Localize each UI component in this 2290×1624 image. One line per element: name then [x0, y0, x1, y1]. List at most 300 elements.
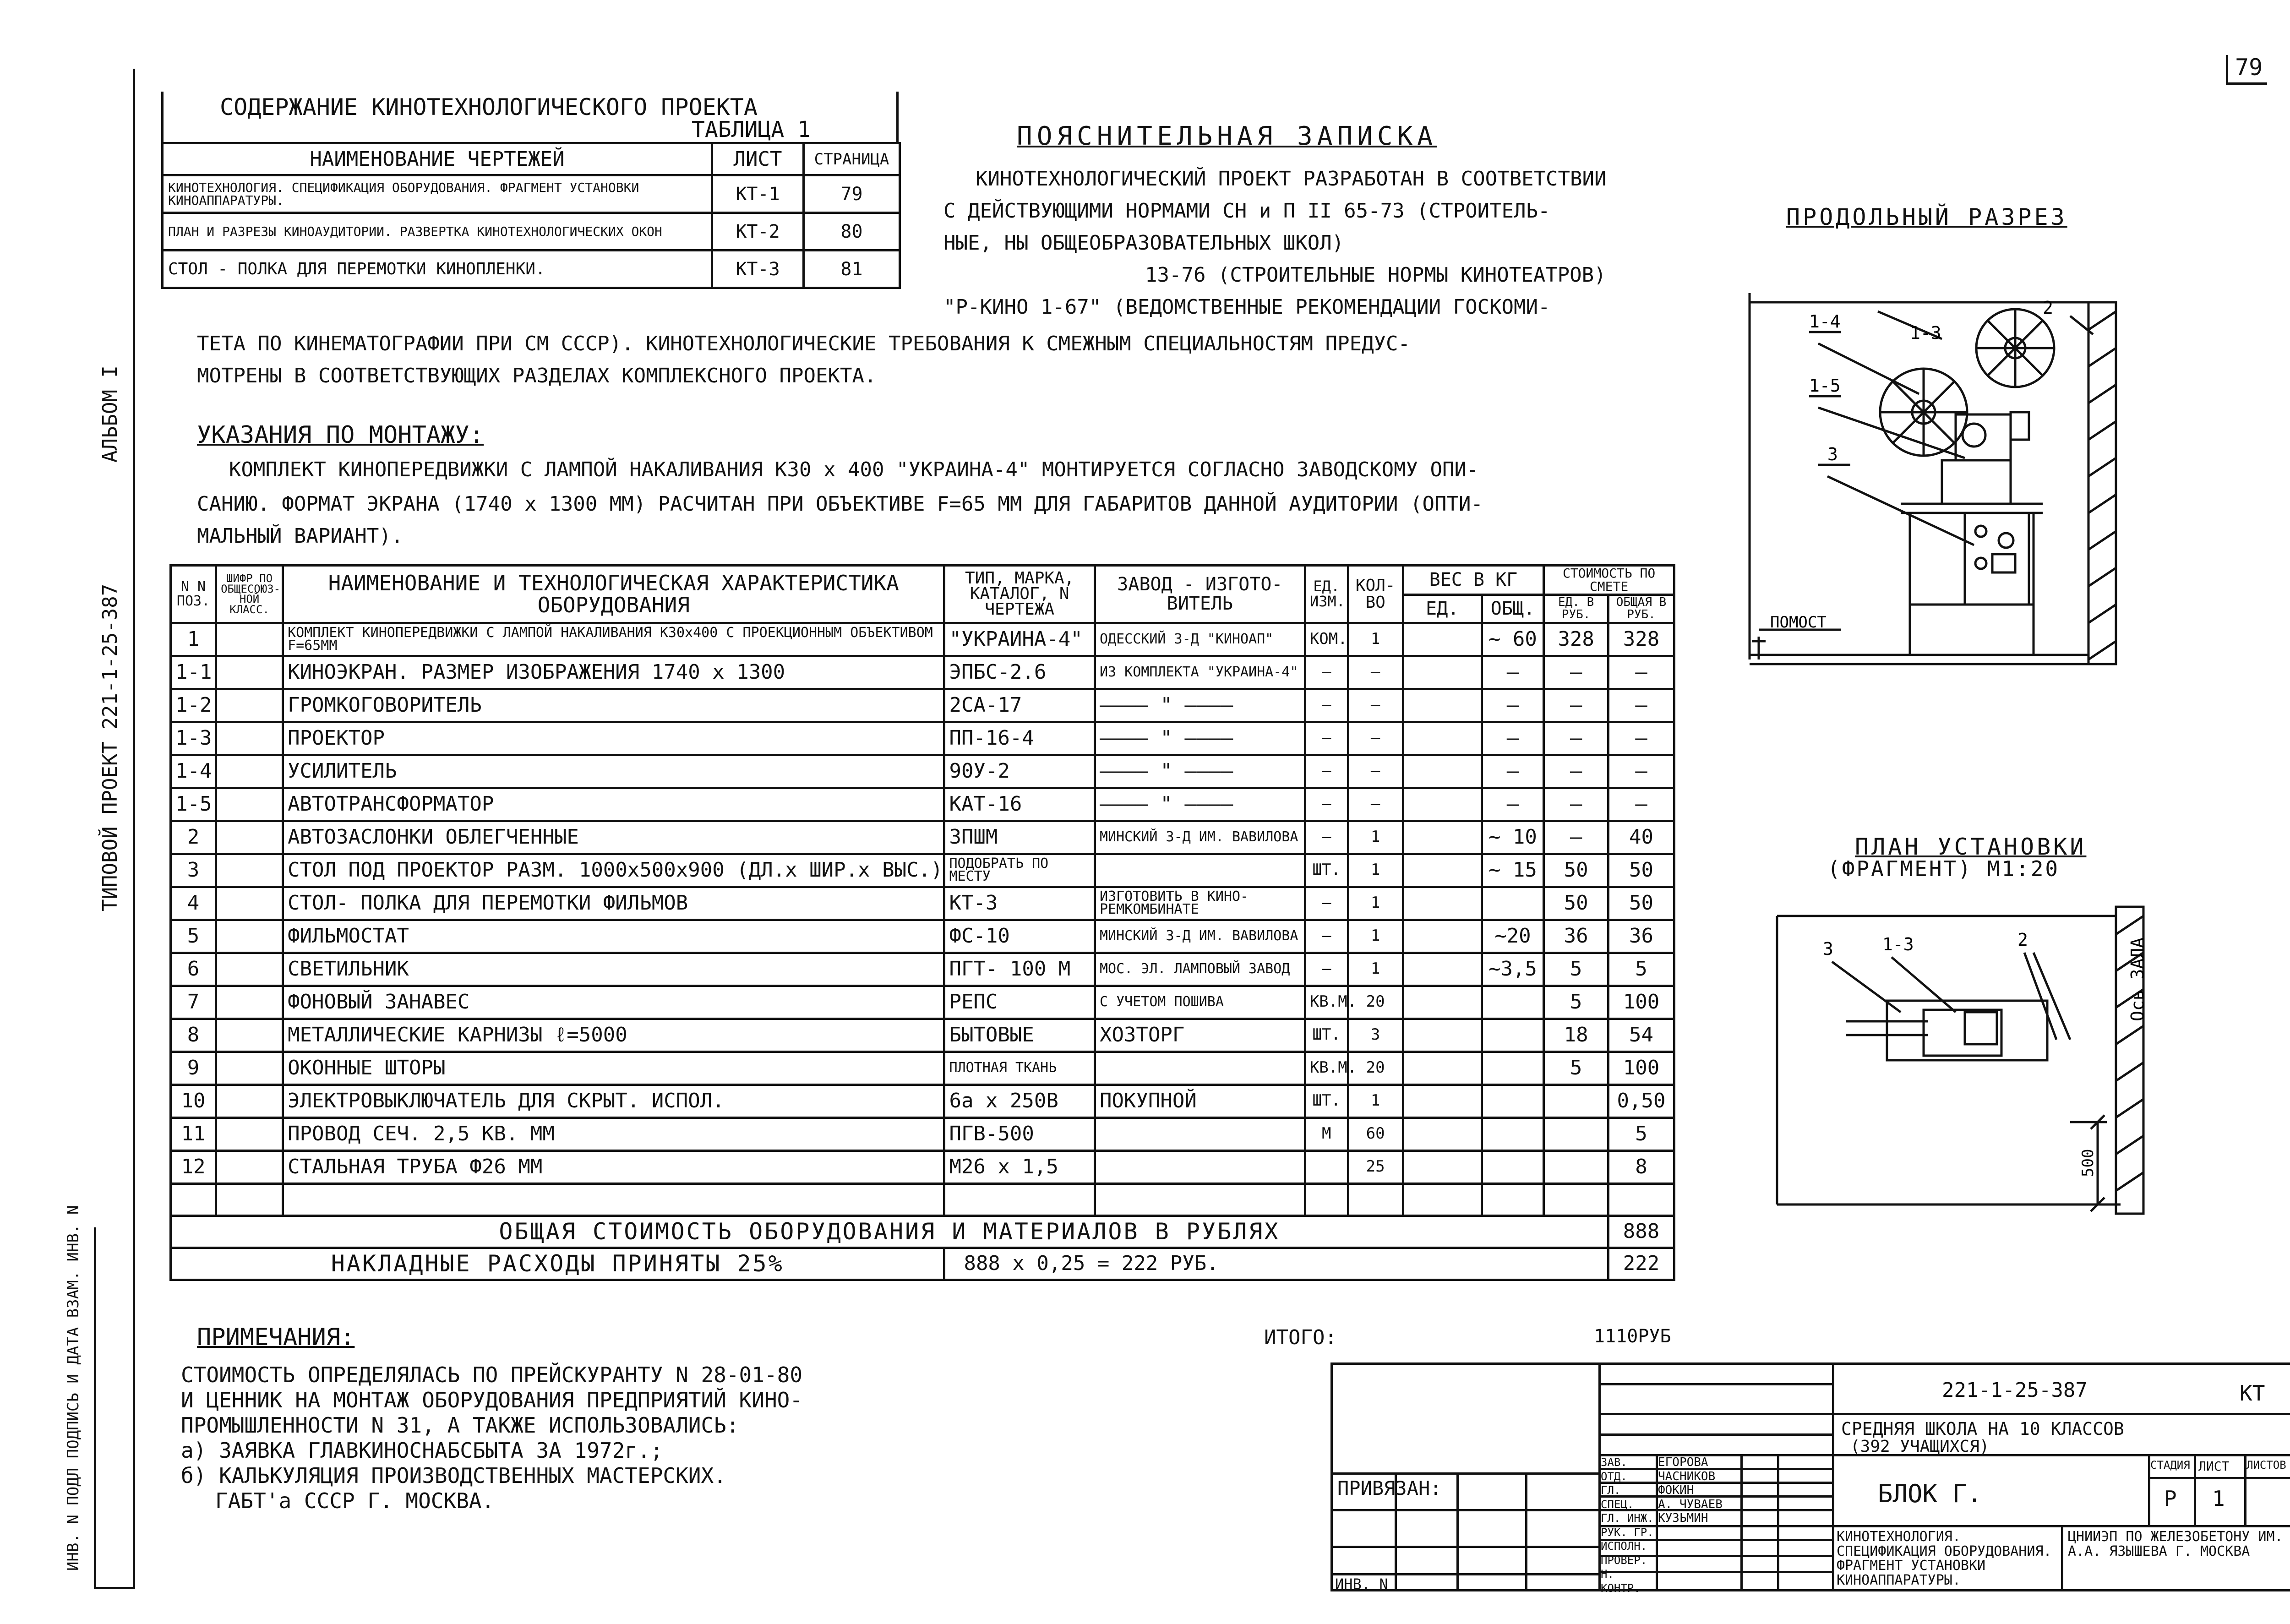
note-line: 13-76 (СТРОИТЕЛЬНЫЕ НОРМЫ КИНОТЕАТРОВ) [1145, 263, 1606, 287]
contents-row-sheet: КТ-3 [712, 251, 804, 288]
spec-cell-cost-total: 8 [1608, 1150, 1674, 1183]
spec-cell-maker: ПОКУПНОЙ [1095, 1084, 1305, 1117]
plan-label-1-3: 1-3 [1882, 934, 1914, 954]
spec-cell-maker [1095, 1117, 1305, 1150]
spec-cell-weight-total: — [1482, 755, 1544, 788]
tb-code: 221-1-25-387 [1942, 1379, 2088, 1402]
spec-cell-weight-total: — [1482, 656, 1544, 689]
mounting-line: МАЛЬНЫЙ ВАРИАНТ). [197, 524, 403, 548]
spec-cell-code [216, 1084, 283, 1117]
mounting-line: КОМПЛЕКТ КИНОПЕРЕДВИЖКИ С ЛАМПОЙ НАКАЛИВАНИЯ К30 х 400 "УКРАИНА-4" МОНТИРУЕТСЯ СОГЛАСНО ЗАВОДСКОМУ ОПИ- [229, 458, 1479, 481]
spec-itogo-value: 1110РУБ [1594, 1326, 1671, 1347]
spec-cell-name: КИНОЭКРАН. РАЗМЕР ИЗОБРАЖЕНИЯ 1740 х 1300 [283, 656, 944, 689]
spec-cell-code [216, 722, 283, 755]
label-1-4: 1-4 [1809, 311, 1841, 332]
axis-label: Ось ЗАЛА [2127, 937, 2148, 1021]
remarks-line: ГАБТ'а СССР Г. МОСКВА. [215, 1488, 495, 1513]
spec-cell-maker: ———— " ———— [1095, 788, 1305, 821]
spec-cell-cost-total: — [1608, 788, 1674, 821]
contents-row-name: ПЛАН И РАЗРЕЗЫ КИНОАУДИТОРИИ. РАЗВЕРТКА КИНОТЕХНОЛОГИЧЕСКИХ ОКОН [163, 213, 712, 251]
plan-subtitle: (ФРАГМЕНТ) М1:20 [1827, 856, 2060, 881]
spec-cell-maker: С УЧЕТОМ ПОШИВА [1095, 986, 1305, 1019]
spec-cell-maker: ———— " ———— [1095, 689, 1305, 722]
spec-cell-qty: 20 [1348, 986, 1403, 1019]
spec-cell-cost-total: 50 [1608, 887, 1674, 920]
tb-description: КИНОТЕХНОЛОГИЯ. СПЕЦИФИКАЦИЯ ОБОРУДОВАНИЯ. ФРАГМЕНТ УСТАНОВКИ КИНОАППАРАТУРЫ. [1837, 1529, 2052, 1588]
spec-cell-type: ПГТ- 100 М [944, 953, 1095, 986]
spec-row [171, 1150, 1674, 1183]
spec-cell-cost-unit: 50 [1544, 887, 1608, 920]
spec-cell-cost-unit: 328 [1544, 623, 1608, 656]
spec-cell-unit: ШТ. [1305, 854, 1348, 887]
spec-cell-weight-total: — [1482, 722, 1544, 755]
spec-cell-qty: 1 [1348, 887, 1403, 920]
spec-cell-code [216, 920, 283, 953]
spec-cell-type: ПОДОБРАТЬ ПО МЕСТУ [944, 854, 1095, 887]
tb-name: А. ЧУВАЕВ [1658, 1497, 1723, 1511]
spec-cell-unit: — [1305, 755, 1348, 788]
spec-row [171, 623, 1674, 656]
tb-object: СРЕДНЯЯ ШКОЛА НА 10 КЛАССОВ [1841, 1419, 2124, 1439]
spec-cell-cost-unit: — [1544, 821, 1608, 854]
spec-cell-weight-total: ~ 15 [1482, 854, 1544, 887]
spec-cell-weight-unit [1403, 821, 1482, 854]
spec-cell-name: ЭЛЕКТРОВЫКЛЮЧАТЕЛЬ ДЛЯ СКРЫТ. ИСПОЛ. [283, 1084, 944, 1117]
spec-cell-num: 1 [171, 623, 216, 656]
spec-cell-num: 6 [171, 953, 216, 986]
note-line: ТЕТА ПО КИНЕМАТОГРАФИИ ПРИ СМ СССР). КИНОТЕХНОЛОГИЧЕСКИЕ ТРЕБОВАНИЯ К СМЕЖНЫМ СПЕЦИАЛЬНОСТЯМ ПРЕДУС- [197, 332, 1411, 355]
spec-row [171, 821, 1674, 854]
spec-cell-cost-total: 100 [1608, 986, 1674, 1019]
spec-cell-weight-total [1482, 887, 1544, 920]
spec-header-qty: КОЛ- ВО [1348, 566, 1403, 623]
plan-label-2: 2 [2017, 930, 2028, 950]
contents-row-sheet: КТ-2 [712, 213, 804, 251]
spec-cell-qty: 1 [1348, 854, 1403, 887]
tb-role: ПРОВЕР. [1601, 1553, 1647, 1567]
spec-cell-qty: — [1348, 689, 1403, 722]
spec-cell-unit: КОМ. [1305, 623, 1348, 656]
spec-cell-type: 2СА-17 [944, 689, 1095, 722]
section-title: ПРОДОЛЬНЫЙ РАЗРЕЗ [1786, 204, 2067, 230]
spec-cell-type: ЭПБС-2.6 [944, 656, 1095, 689]
note-line: НЫЕ, НЫ ОБЩЕОБРАЗОВАТЕЛЬНЫХ ШКОЛ) [943, 231, 1344, 255]
contents-row-name: СТОЛ - ПОЛКА ДЛЯ ПЕРЕМОТКИ КИНОПЛЕНКИ. [163, 251, 712, 288]
spec-cell-cost-unit [1544, 1117, 1608, 1150]
spec-cell-cost-total: 36 [1608, 920, 1674, 953]
spec-cell-name: СТОЛ ПОД ПРОЕКТОР РАЗМ. 1000х500х900 (ДЛ.х ШИР.х ВЫС.) [283, 854, 944, 887]
spec-cell-maker: ———— " ———— [1095, 755, 1305, 788]
spec-cell-weight-unit [1403, 788, 1482, 821]
tb-name: КУЗЬМИН [1658, 1511, 1708, 1525]
spec-row [171, 656, 1674, 689]
spec-cell-num: 4 [171, 887, 216, 920]
tb-role: ЗАВ. ОТД. [1601, 1456, 1627, 1483]
spec-cell-unit: КВ.М. [1305, 986, 1348, 1019]
spec-row [171, 1084, 1674, 1117]
spec-cell-name: КОМПЛЕКТ КИНОПЕРЕДВИЖКИ С ЛАМПОЙ НАКАЛИВАНИЯ К30х400 С ПРОЕКЦИОННЫМ ОБЪЕКТИВОМ F=65ММ [283, 623, 944, 656]
remarks-line: ПРОМЫШЛЕННОСТИ N 31, А ТАКЖЕ ИСПОЛЬЗОВАЛИСЬ: [181, 1413, 739, 1438]
spec-cell-num: 1-1 [171, 656, 216, 689]
spec-cell-cost-unit: — [1544, 656, 1608, 689]
spec-cell-type: КАТ-16 [944, 788, 1095, 821]
spec-cell-code [216, 656, 283, 689]
mounting-line: САНИЮ. ФОРМАТ ЭКРАНА (1740 х 1300 ММ) РАСЧИТАН ПРИ ОБЪЕКТИВЕ F=65 ММ ДЛЯ ГАБАРИТОВ ДАННОЙ АУДИТОРИИ (ОПТИ- [197, 492, 1483, 516]
spec-cell-cost-total: 100 [1608, 1052, 1674, 1084]
spec-cell-code [216, 1019, 283, 1052]
spec-header-maker: ЗАВОД - ИЗГОТО- ВИТЕЛЬ [1095, 566, 1305, 623]
spec-row [171, 722, 1674, 755]
spec-cell-maker: МИНСКИЙ З-Д ИМ. ВАВИЛОВА [1095, 821, 1305, 854]
spec-cell-maker: ХОЗТОРГ [1095, 1019, 1305, 1052]
spec-cell-num: 12 [171, 1150, 216, 1183]
spec-overhead-calc: 888 х 0,25 = 222 РУБ. [944, 1248, 1608, 1280]
spec-header-cost: СТОИМОСТЬ ПО СМЕТЕ [1544, 566, 1674, 595]
spec-header-weight-unit: ЕД. [1403, 594, 1482, 623]
spec-cell-weight-unit [1403, 953, 1482, 986]
dimension-500: 500 [2079, 1149, 2097, 1177]
tb-sheet-code: КТ [2240, 1381, 2265, 1406]
spec-cell-cost-total: 0,50 [1608, 1084, 1674, 1117]
spec-cell-weight-total [1482, 1150, 1544, 1183]
contents-header-sheet: ЛИСТ [712, 143, 804, 175]
spec-header-cost-total: ОБЩАЯ В РУБ. [1608, 594, 1674, 623]
spec-cell-code [216, 623, 283, 656]
spec-cell-code [216, 689, 283, 722]
spec-cell-name: СТОЛ- ПОЛКА ДЛЯ ПЕРЕМОТКИ ФИЛЬМОВ [283, 887, 944, 920]
spec-row [171, 953, 1674, 986]
spec-cell-code [216, 821, 283, 854]
spec-row [171, 1019, 1674, 1052]
mounting-title: УКАЗАНИЯ ПО МОНТАЖУ: [197, 421, 484, 449]
longitudinal-section-drawing [1750, 256, 2153, 719]
tb-sheet: 1 [2212, 1486, 2225, 1511]
spec-row [171, 755, 1674, 788]
spec-cell-cost-total: — [1608, 722, 1674, 755]
spec-cell-weight-unit [1403, 623, 1482, 656]
spec-cell-weight-total: — [1482, 788, 1544, 821]
side-album: АЛЬБОМ I [98, 365, 122, 463]
spec-row [171, 1117, 1674, 1150]
spec-cell-qty: 3 [1348, 1019, 1403, 1052]
spec-cell-num: 10 [171, 1084, 216, 1117]
spec-cell-type: 90У-2 [944, 755, 1095, 788]
spec-cell-code [216, 1052, 283, 1084]
contents-table [161, 142, 901, 289]
contents-row-page: 79 [804, 175, 900, 213]
spec-cell-cost-total: 328 [1608, 623, 1674, 656]
spec-cell-cost-unit [1544, 1150, 1608, 1183]
spec-cell-name: СТАЛЬНАЯ ТРУБА Ф26 ММ [283, 1150, 944, 1183]
spec-cell-unit: — [1305, 689, 1348, 722]
spec-cell-cost-total: — [1608, 656, 1674, 689]
spec-cell-unit: — [1305, 920, 1348, 953]
spec-cell-type: ФС-10 [944, 920, 1095, 953]
spec-cell-name: ФИЛЬМОСТАТ [283, 920, 944, 953]
side-project-code: ТИПОВОЙ ПРОЕКТ 221-1-25-387 [98, 583, 122, 911]
spec-cell-qty: 25 [1348, 1150, 1403, 1183]
spec-cell-weight-unit [1403, 722, 1482, 755]
plan-label-3: 3 [1823, 939, 1833, 959]
spec-cell-weight-total: ~20 [1482, 920, 1544, 953]
spec-cell-unit: — [1305, 722, 1348, 755]
spec-cell-weight-unit [1403, 1052, 1482, 1084]
spec-cell-weight-unit [1403, 1150, 1482, 1183]
spec-cell-qty: 20 [1348, 1052, 1403, 1084]
spec-cell-name: ОКОННЫЕ ШТОРЫ [283, 1052, 944, 1084]
spec-cell-name: ГРОМКОГОВОРИТЕЛЬ [283, 689, 944, 722]
tb-stage-header: СТАДИЯ [2150, 1459, 2190, 1471]
spec-cell-cost-total: 5 [1608, 953, 1674, 986]
tb-role: Н. КОНТР. [1601, 1568, 1641, 1595]
spec-cell-name: УСИЛИТЕЛЬ [283, 755, 944, 788]
note-line: "Р-КИНО 1-67" (ВЕДОМСТВЕННЫЕ РЕКОМЕНДАЦИИ ГОСКОМИ- [943, 295, 1550, 319]
spec-cell-unit: ШТ. [1305, 1019, 1348, 1052]
spec-cell-num: 9 [171, 1052, 216, 1084]
spec-cell-type: "УКРАИНА-4" [944, 623, 1095, 656]
spec-cell-unit: — [1305, 953, 1348, 986]
spec-cell-type: ЗПШМ [944, 821, 1095, 854]
spec-cell-cost-unit: 5 [1544, 1052, 1608, 1084]
note-line: С ДЕЙСТВУЮЩИМИ НОРМАМИ СН и П II 65-73 (СТРОИТЕЛЬ- [943, 199, 1550, 223]
spec-header-weight: ВЕС В КГ [1403, 566, 1544, 595]
spec-cell-name: АВТОТРАНСФОРМАТОР [283, 788, 944, 821]
spec-cell-name: МЕТАЛЛИЧЕСКИЕ КАРНИЗЫ ℓ=5000 [283, 1019, 944, 1052]
label-2: 2 [2043, 298, 2053, 318]
spec-overhead-label: НАКЛАДНЫЕ РАСХОДЫ ПРИНЯТЫ 25% [171, 1248, 944, 1280]
spec-cell-cost-unit: 5 [1544, 986, 1608, 1019]
label-1-5: 1-5 [1809, 376, 1841, 396]
spec-itogo-label: ИТОГО: [1264, 1326, 1337, 1349]
spec-cell-qty: 60 [1348, 1117, 1403, 1150]
note-title: ПОЯСНИТЕЛЬНАЯ ЗАПИСКА [1017, 121, 1438, 151]
spec-cell-type: М26 х 1,5 [944, 1150, 1095, 1183]
side-inventory: ИНВ. N ПОДЛ ПОДПИСЬ И ДАТА ВЗАМ. ИНВ. N [64, 1205, 82, 1571]
spec-cell-type: ПЛОТНАЯ ТКАНЬ [944, 1052, 1095, 1084]
contents-row-page: 80 [804, 213, 900, 251]
spec-cell-qty: — [1348, 656, 1403, 689]
spec-cell-type: ПП-16-4 [944, 722, 1095, 755]
spec-cell-code [216, 788, 283, 821]
spec-cell-type: БЫТОВЫЕ [944, 1019, 1095, 1052]
remarks-title: ПРИМЕЧАНИЯ: [197, 1324, 355, 1351]
spec-cell-code [216, 854, 283, 887]
page-number: 79 [2235, 54, 2263, 81]
spec-cell-cost-total: — [1608, 755, 1674, 788]
spec-cell-unit: — [1305, 821, 1348, 854]
spec-cell-maker: ———— " ———— [1095, 722, 1305, 755]
spec-cell-weight-unit [1403, 1117, 1482, 1150]
spec-cell-cost-total: 40 [1608, 821, 1674, 854]
spec-cell-weight-total: — [1482, 689, 1544, 722]
note-line: МОТРЕНЫ В СООТВЕТСТВУЮЩИХ РАЗДЕЛАХ КОМПЛЕКСНОГО ПРОЕКТА. [197, 364, 877, 387]
tb-name: ФОКИН [1658, 1483, 1694, 1497]
spec-cell-code [216, 953, 283, 986]
spec-cell-weight-unit [1403, 755, 1482, 788]
spec-cell-code [216, 1150, 283, 1183]
spec-header-weight-total: ОБЩ. [1482, 594, 1544, 623]
spec-cell-cost-unit: 5 [1544, 953, 1608, 986]
spec-row [171, 986, 1674, 1019]
spec-cell-maker [1095, 1150, 1305, 1183]
spec-cell-unit: — [1305, 656, 1348, 689]
spec-cell-weight-unit [1403, 887, 1482, 920]
spec-cell-cost-unit: 18 [1544, 1019, 1608, 1052]
spec-cell-unit: КВ.М. [1305, 1052, 1348, 1084]
spec-cell-unit: — [1305, 887, 1348, 920]
spec-cell-num: 1-3 [171, 722, 216, 755]
tb-inv: ИНВ. N [1335, 1575, 1388, 1593]
spec-cell-qty: — [1348, 788, 1403, 821]
spec-cell-weight-total [1482, 1019, 1544, 1052]
contents-row-name: КИНОТЕХНОЛОГИЯ. СПЕЦИФИКАЦИЯ ОБОРУДОВАНИЯ. ФРАГМЕНТ УСТАНОВКИ КИНОАППАРАТУРЫ. [163, 175, 712, 213]
spec-cell-maker: МОС. ЭЛ. ЛАМПОВЫЙ ЗАВОД [1095, 953, 1305, 986]
tb-name: ЧАСНИКОВ [1658, 1469, 1716, 1483]
spec-cell-cost-unit: — [1544, 788, 1608, 821]
spec-cell-unit: ШТ. [1305, 1084, 1348, 1117]
tb-stage: Р [2164, 1486, 2177, 1511]
spec-cell-qty: 1 [1348, 623, 1403, 656]
spec-cell-num: 1-4 [171, 755, 216, 788]
spec-cell-weight-total [1482, 1117, 1544, 1150]
spec-row [171, 854, 1674, 887]
spec-cell-cost-unit: — [1544, 722, 1608, 755]
tb-role: ИСПОЛН. [1601, 1540, 1647, 1553]
installation-plan-drawing [1777, 888, 2153, 1237]
spec-cell-cost-total: 50 [1608, 854, 1674, 887]
spec-cell-weight-unit [1403, 920, 1482, 953]
contents-title: СОДЕРЖАНИЕ КИНОТЕХНОЛОГИЧЕСКОГО ПРОЕКТА [220, 94, 758, 120]
spec-cell-weight-total: ~ 10 [1482, 821, 1544, 854]
spec-cell-num: 3 [171, 854, 216, 887]
spec-cell-qty: 1 [1348, 953, 1403, 986]
tb-organization: ЦНИИЭП ПО ЖЕЛЕЗОБЕТОНУ ИМ. А.А. ЯЗЫШЕВА Г. МОСКВА [2068, 1529, 2283, 1559]
spec-row [171, 689, 1674, 722]
spec-cell-num: 1-2 [171, 689, 216, 722]
spec-cell-qty: 1 [1348, 821, 1403, 854]
spec-cell-cost-unit: — [1544, 689, 1608, 722]
contents-row-sheet: КТ-1 [712, 175, 804, 213]
remarks-line: СТОИМОСТЬ ОПРЕДЕЛЯЛАСЬ ПО ПРЕЙСКУРАНТУ N 28-01-80 [181, 1362, 803, 1387]
tb-role: РУК. ГР. [1601, 1526, 1654, 1539]
spec-cell-weight-unit [1403, 1019, 1482, 1052]
spec-cell-num: 2 [171, 821, 216, 854]
tb-sheet-header: ЛИСТ [2198, 1459, 2230, 1474]
spec-cell-cost-total: 5 [1608, 1117, 1674, 1150]
spec-cell-name: ПРОВОД СЕЧ. 2,5 КВ. ММ [283, 1117, 944, 1150]
spec-overhead-value: 222 [1608, 1248, 1674, 1280]
spec-cell-weight-total [1482, 986, 1544, 1019]
spec-row [171, 887, 1674, 920]
spec-cell-weight-unit [1403, 986, 1482, 1019]
spec-cell-code [216, 1117, 283, 1150]
spec-row [171, 1052, 1674, 1084]
spec-cell-unit: — [1305, 788, 1348, 821]
tb-object-2: (392 УЧАЩИХСЯ) [1850, 1437, 1990, 1456]
spec-cell-weight-total: ~ 60 [1482, 623, 1544, 656]
spec-cell-num: 7 [171, 986, 216, 1019]
spec-cell-name: АВТОЗАСЛОНКИ ОБЛЕГЧЕННЫЕ [283, 821, 944, 854]
contents-header-page: СТРАНИЦА [804, 143, 900, 175]
spec-cell-maker: ИЗ КОМПЛЕКТА "УКРАИНА-4" [1095, 656, 1305, 689]
tb-names [1658, 1455, 1740, 1526]
spec-cell-qty: 1 [1348, 920, 1403, 953]
tb-role: ГЛ. СПЕЦ. [1601, 1484, 1634, 1511]
tb-sheets-header: ЛИСТОВ [2246, 1459, 2286, 1471]
spec-cell-num: 5 [171, 920, 216, 953]
spec-header-unit: ЕД. ИЗМ. [1305, 566, 1348, 623]
spec-cell-cost-unit: 50 [1544, 854, 1608, 887]
spec-total-value: 888 [1608, 1215, 1674, 1248]
spec-total-label: ОБЩАЯ СТОИМОСТЬ ОБОРУДОВАНИЯ И МАТЕРИАЛОВ В РУБЛЯХ [171, 1215, 1608, 1248]
spec-cell-unit [1305, 1150, 1348, 1183]
spec-cell-maker [1095, 854, 1305, 887]
spec-cell-name: СВЕТИЛЬНИК [283, 953, 944, 986]
spec-cell-code [216, 887, 283, 920]
spec-cell-type: ПГВ-500 [944, 1117, 1095, 1150]
spec-cell-cost-unit [1544, 1084, 1608, 1117]
spec-cell-num: 11 [171, 1117, 216, 1150]
plan-title: ПЛАН УСТАНОВКИ [1855, 834, 2087, 860]
spec-cell-weight-total: ~3,5 [1482, 953, 1544, 986]
spec-table [169, 564, 1675, 1281]
spec-cell-maker: ИЗГОТОВИТЬ В КИНО-РЕМКОМБИНАТЕ [1095, 887, 1305, 920]
spec-cell-code [216, 986, 283, 1019]
spec-cell-maker [1095, 1052, 1305, 1084]
spec-cell-qty: — [1348, 722, 1403, 755]
spec-cell-qty: 1 [1348, 1084, 1403, 1117]
label-1-3: 1-3 [1910, 323, 1941, 343]
spec-row [171, 920, 1674, 953]
spec-cell-weight-unit [1403, 656, 1482, 689]
contents-table-label: ТАБЛИЦА 1 [692, 117, 811, 142]
spec-cell-name: ПРОЕКТОР [283, 722, 944, 755]
spec-cell-weight-unit [1403, 1084, 1482, 1117]
spec-cell-maker: МИНСКИЙ З-Д ИМ. ВАВИЛОВА [1095, 920, 1305, 953]
tb-roles [1601, 1455, 1656, 1595]
tb-name: ЕГОРОВА [1658, 1455, 1708, 1469]
spec-header-num: N N ПОЗ. [171, 566, 216, 623]
spec-cell-type: КТ-3 [944, 887, 1095, 920]
label-pomost: ПОМОСТ [1770, 613, 1827, 632]
spec-header-code: ШИФР ПО ОБЩЕСОЮЗ-НОЙ КЛАСС. [216, 566, 283, 623]
tb-role: ГЛ. ИНЖ. [1601, 1512, 1654, 1525]
remarks-line: б) КАЛЬКУЛЯЦИЯ ПРОИЗВОДСТВЕННЫХ МАСТЕРСКИХ. [181, 1463, 726, 1488]
tb-privyazan: ПРИВЯЗАН: [1337, 1477, 1442, 1499]
spec-cell-maker: ОДЕССКИЙ З-Д "КИНОАП" [1095, 623, 1305, 656]
tb-block: БЛОК Г. [1878, 1479, 1982, 1508]
spec-cell-num: 8 [171, 1019, 216, 1052]
spec-cell-type: РЕПС [944, 986, 1095, 1019]
spec-header-type: ТИП, МАРКА, КАТАЛОГ, N ЧЕРТЕЖА [944, 566, 1095, 623]
spec-header-cost-unit: ЕД. В РУБ. [1544, 594, 1608, 623]
spec-cell-weight-unit [1403, 689, 1482, 722]
spec-cell-cost-total: 54 [1608, 1019, 1674, 1052]
spec-row [171, 788, 1674, 821]
contents-row-page: 81 [804, 251, 900, 288]
contents-header-name: НАИМЕНОВАНИЕ ЧЕРТЕЖЕЙ [163, 143, 712, 175]
spec-cell-name: ФОНОВЫЙ ЗАНАВЕС [283, 986, 944, 1019]
spec-cell-type: 6а х 250В [944, 1084, 1095, 1117]
spec-cell-qty: — [1348, 755, 1403, 788]
spec-cell-cost-unit: 36 [1544, 920, 1608, 953]
label-3: 3 [1827, 444, 1838, 464]
spec-cell-cost-total: — [1608, 689, 1674, 722]
remarks-line: а) ЗАЯВКА ГЛАВКИНОСНАБСБЫТА ЗА 1972г.; [181, 1438, 663, 1463]
spec-cell-weight-unit [1403, 854, 1482, 887]
spec-cell-weight-total [1482, 1084, 1544, 1117]
spec-header-name: НАИМЕНОВАНИЕ И ТЕХНОЛОГИЧЕСКАЯ ХАРАКТЕРИСТИКА ОБОРУДОВАНИЯ [283, 566, 944, 623]
